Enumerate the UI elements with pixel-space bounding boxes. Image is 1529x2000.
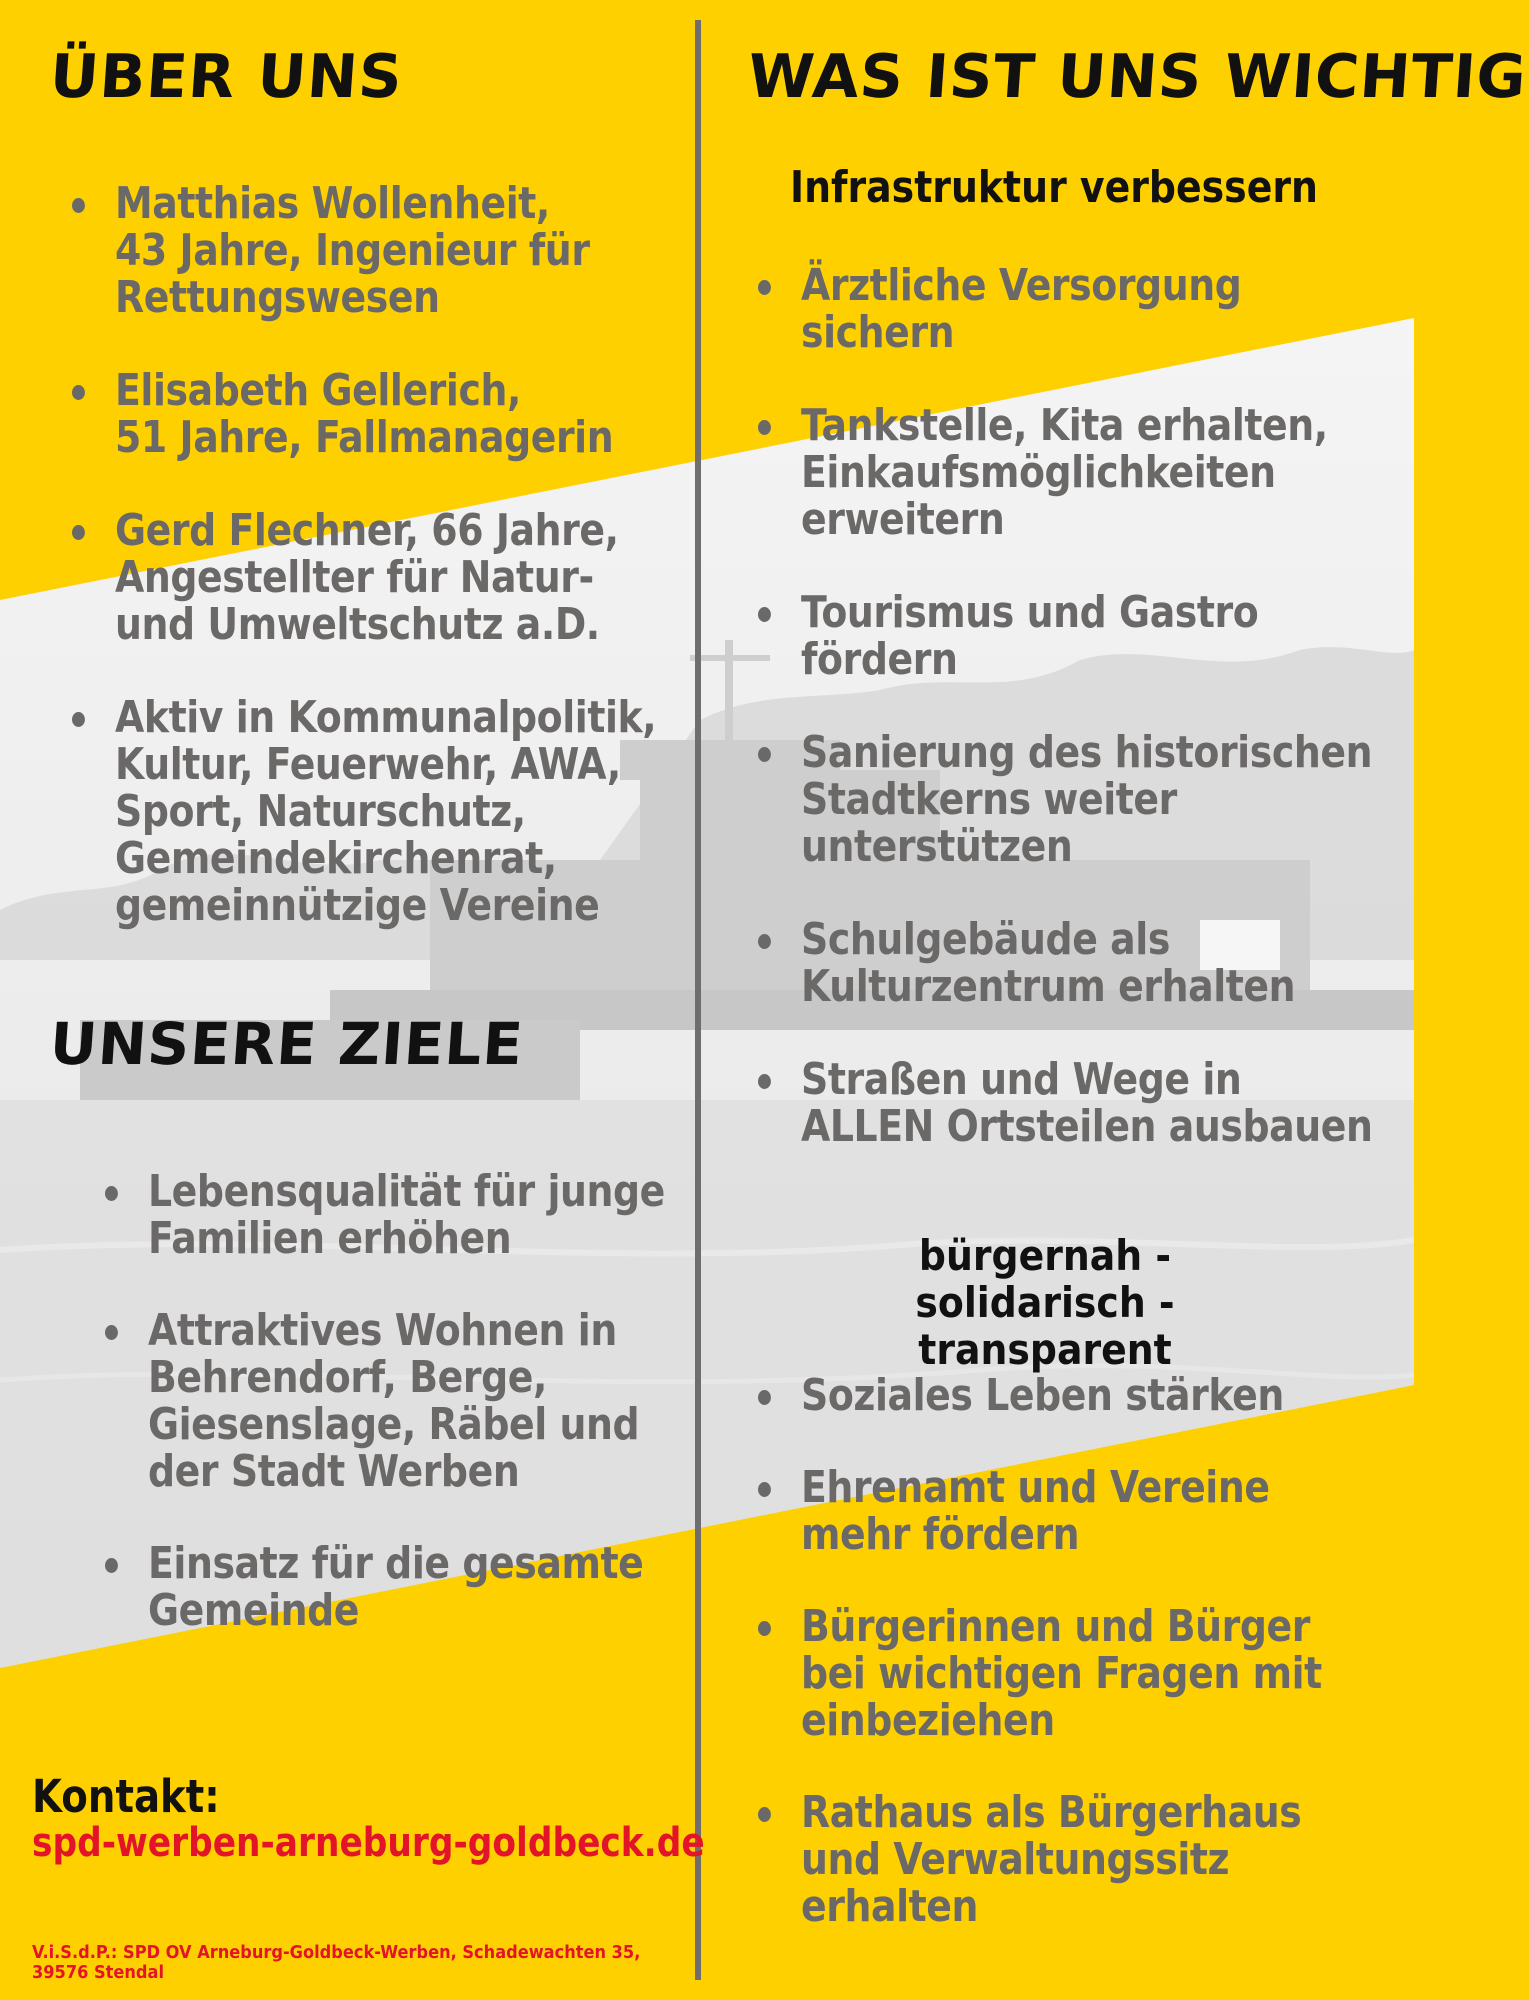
list-item: Tankstelle, Kita erhalten, Einkaufsmöglichkeiten erweitern bbox=[758, 402, 1373, 543]
list-item: Straßen und Wege in ALLEN Ortsteilen ausbauen bbox=[758, 1056, 1373, 1150]
list-item: Einsatz für die gesamte Gemeinde bbox=[105, 1540, 665, 1634]
goals-heading: UNSERE ZIELE bbox=[47, 1010, 526, 1078]
list-item: Ärztliche Versorgung sichern bbox=[758, 262, 1373, 356]
contact-label: Kontakt: bbox=[32, 1770, 220, 1823]
about-list bbox=[72, 180, 751, 929]
imprint-text: V.i.S.d.P.: SPD OV Arneburg-Goldbeck-Werben, Schadewachten 35, 39576 Stendal bbox=[32, 1942, 641, 1983]
values-subheading: bürgernah - solidarisch - transparent bbox=[915, 1231, 1175, 1374]
goals-list bbox=[105, 1168, 756, 1634]
contact-website-link[interactable]: spd-werben-arneburg-goldbeck.de bbox=[32, 1820, 705, 1866]
list-item: Schulgebäude als Kulturzentrum erhalten bbox=[758, 916, 1373, 1010]
list-item: Lebensqualität für junge Familien erhöhen bbox=[105, 1168, 665, 1262]
important-heading: WAS IST UNS WICHTIG bbox=[745, 42, 1529, 112]
infrastructure-list bbox=[758, 262, 1473, 1150]
list-item: Elisabeth Gellerich, 51 Jahre, Fallmanagerin bbox=[72, 367, 656, 461]
list-item: Ehrenamt und Vereine mehr fördern bbox=[758, 1464, 1322, 1558]
list-item: Attraktives Wohnen in Behrendorf, Berge, Giesenslage, Räbel und der Stadt Werben bbox=[105, 1307, 665, 1495]
infrastructure-subheading: Infrastruktur verbessern bbox=[790, 162, 1318, 213]
list-item: Soziales Leben stärken bbox=[758, 1372, 1322, 1419]
list-item: Gerd Flechner, 66 Jahre, Angestellter für Natur- und Umweltschutz a.D. bbox=[72, 507, 656, 648]
list-item: Bürgerinnen und Bürger bei wichtigen Fragen mit einbeziehen bbox=[758, 1603, 1322, 1744]
list-item: Matthias Wollenheit, 43 Jahre, Ingenieur für Rettungswesen bbox=[72, 180, 656, 321]
list-item: Rathaus als Bürgerhaus und Verwaltungssitz erhalten bbox=[758, 1789, 1322, 1930]
list-item: Aktiv in Kommunalpolitik, Kultur, Feuerwehr, AWA, Sport, Naturschutz, Gemeindekirchenrat, gemeinnützige Vereine bbox=[72, 694, 656, 929]
list-item: Sanierung des historischen Stadtkerns weiter unterstützen bbox=[758, 729, 1373, 870]
about-heading: ÜBER UNS bbox=[47, 42, 406, 112]
social-list bbox=[758, 1372, 1414, 1930]
list-item: Tourismus und Gastro fördern bbox=[758, 589, 1373, 683]
